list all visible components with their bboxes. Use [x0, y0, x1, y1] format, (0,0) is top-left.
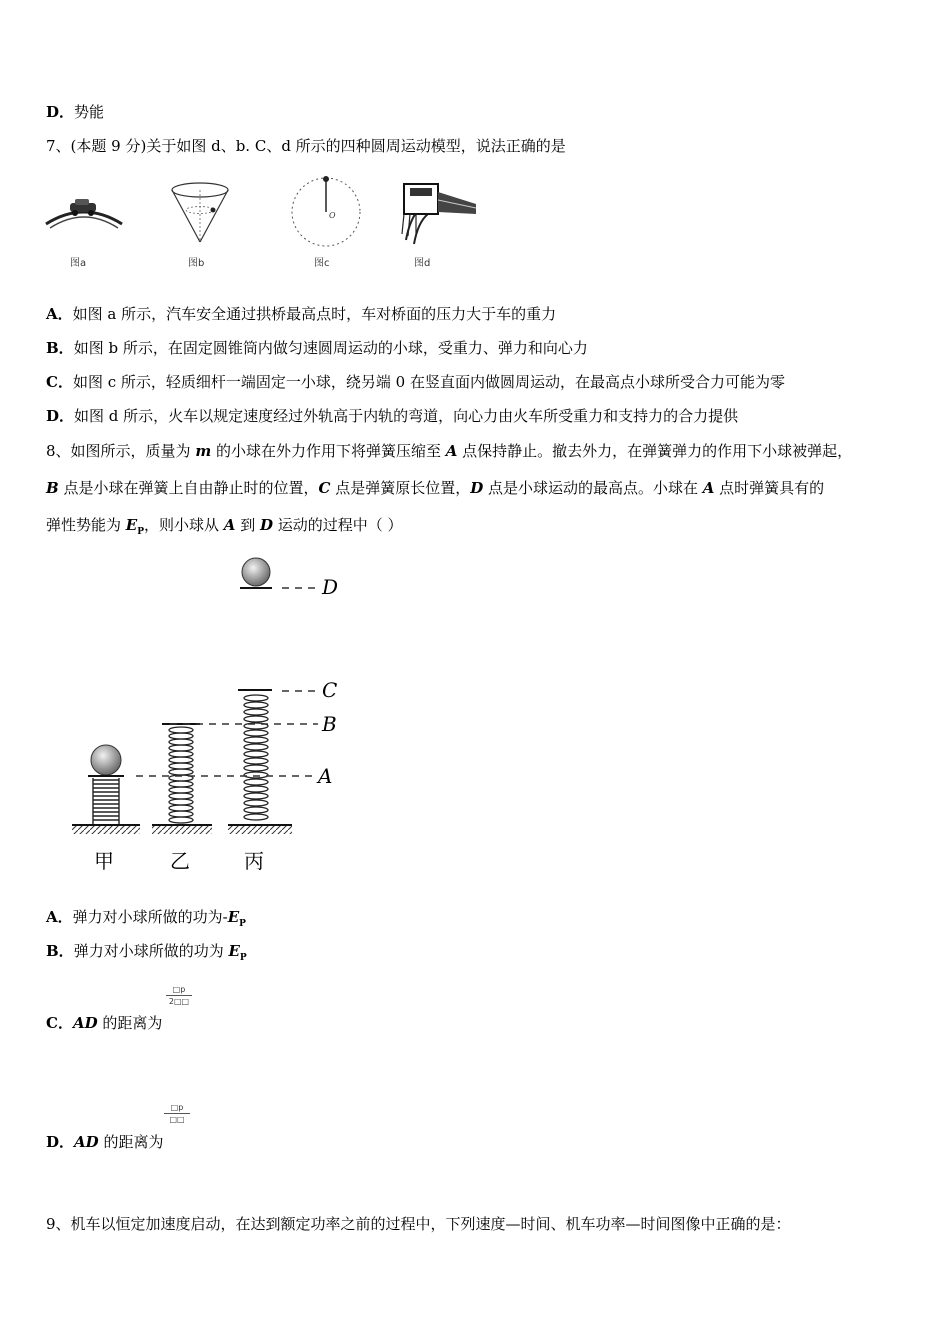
question-text: 机车以恒定加速度启动，在达到额定功率之前的过程中，下列速度—时间、机车功率—时间图像中正确的是： — [70, 1215, 791, 1233]
q7-stem — [46, 136, 566, 156]
option-label: A． — [46, 305, 73, 323]
label-d: D — [322, 575, 339, 599]
figure-c-caption: 图c — [314, 258, 330, 269]
option-label: C． — [46, 1014, 73, 1032]
text: 运动的过程中（ ） — [272, 516, 403, 534]
figure-c-rod-circle — [288, 174, 364, 250]
spring-figure — [60, 548, 360, 868]
var-ep-sub: P — [239, 953, 247, 963]
option-c-fraction — [164, 985, 194, 1006]
option-text: 势能 — [74, 103, 105, 121]
label-yi: 乙 — [170, 849, 190, 873]
option-text: 如图 a 所示，汽车安全通过拱桥最高点时，车对桥面的压力大于车的重力 — [72, 305, 557, 323]
option-label: D． — [46, 1133, 75, 1151]
text: 点是小球在弹簧上自由静止时的位置， — [58, 479, 319, 497]
q8-option-c — [46, 1013, 162, 1033]
fraction-numerator: □p — [170, 1103, 184, 1112]
var-ep: E — [125, 516, 138, 534]
option-label: B． — [46, 942, 74, 960]
fraction-bar — [164, 1113, 190, 1114]
var-ep-sub: P — [239, 919, 246, 929]
figure-a-caption: 图a — [70, 258, 87, 269]
var-ep: E — [227, 908, 240, 926]
option-label: A． — [46, 908, 73, 926]
figure-d-caption: 图d — [414, 258, 431, 269]
var-a: A — [702, 479, 715, 497]
text: 弹性势能为 — [46, 516, 126, 534]
label-a: A — [318, 764, 333, 788]
option-text: 的距离为 — [97, 1014, 163, 1032]
question-number: 9、 — [46, 1215, 71, 1233]
var-ad: AD — [72, 1014, 98, 1032]
q8-stem-line1 — [46, 441, 852, 461]
var-ad: AD — [74, 1133, 99, 1151]
text: ，则小球从 — [144, 516, 224, 534]
var-d: D — [470, 479, 484, 497]
q7-option-a — [46, 304, 556, 324]
fraction-denominator: □□ — [169, 1115, 185, 1124]
ball-at-d — [240, 558, 272, 588]
q6-option-d — [46, 102, 104, 122]
text: 点保持静止。撤去外力，在弹簧弹力的作用下小球被弹起， — [457, 442, 853, 460]
figure-b-caption: 图b — [188, 258, 205, 269]
fraction-numerator: □p — [172, 985, 186, 994]
text: 如图所示，质量为 — [70, 442, 196, 460]
text: 点时弹簧具有的 — [714, 479, 825, 497]
q7-option-b — [46, 338, 588, 358]
spring-bing — [228, 690, 292, 834]
spring-jia — [72, 745, 140, 834]
text: 点是弹簧原长位置， — [330, 479, 471, 497]
option-text: 如图 d 所示，火车以规定速度经过外轨高于内轨的弯道，向心力由火车所受重力和支持力的合力提供 — [74, 407, 739, 425]
q8-option-b — [46, 941, 247, 968]
option-label: B． — [46, 339, 74, 357]
q8-stem-line3 — [46, 515, 403, 542]
var-c: C — [318, 479, 331, 497]
option-d-fraction — [162, 1103, 192, 1124]
label-b: B — [322, 712, 337, 736]
q7-option-c — [46, 372, 785, 392]
option-text: 的距离为 — [98, 1133, 164, 1151]
option-text: 弹力对小球所做的功为 — [73, 942, 229, 960]
fraction-denominator: 2□□ — [168, 997, 190, 1006]
var-b: B — [46, 479, 59, 497]
q8-stem-line2 — [46, 478, 824, 498]
var-ep: E — [228, 942, 240, 960]
text: 的小球在外力作用下将弹簧压缩至 — [211, 442, 446, 460]
q8-option-d — [46, 1132, 163, 1152]
svg-text:O: O — [329, 211, 336, 220]
question-number: 8、 — [46, 442, 71, 460]
label-bing: 丙 — [244, 849, 264, 873]
var-d: D — [259, 516, 273, 534]
var-a: A — [223, 516, 236, 534]
figure-d-train — [400, 178, 482, 250]
label-c: C — [322, 678, 338, 702]
option-text: 如图 b 所示，在固定圆锥筒内做匀速圆周运动的小球，受重力、弹力和向心力 — [73, 339, 588, 357]
option-text: 如图 c 所示，轻质细杆一端固定一小球，绕另端 0 在竖直面内做圆周运动，在最高点小球所受合力可能为零 — [72, 373, 785, 391]
option-label: C． — [46, 373, 73, 391]
question-text: (本题 9 分)关于如图 d、b. C、d 所示的四种圆周运动模型，说法正确的是 — [70, 137, 566, 155]
var-a: A — [445, 442, 458, 460]
fraction-bar — [166, 995, 192, 996]
figure-a-bridge-car — [44, 196, 128, 236]
q8-option-a — [46, 907, 246, 934]
option-label: D． — [46, 103, 75, 121]
q7-option-d — [46, 406, 738, 426]
var-ep-sub: P — [137, 527, 144, 537]
text: 点是小球运动的最高点。小球在 — [483, 479, 703, 497]
question-number: 7、 — [46, 137, 71, 155]
q9-stem — [46, 1214, 791, 1234]
option-text: 弹力对小球所做的功为- — [72, 908, 228, 926]
spring-yi — [152, 724, 212, 834]
text: 到 — [235, 516, 260, 534]
var-m: m — [195, 442, 212, 460]
figure-b-cone — [168, 180, 232, 246]
label-jia: 甲 — [94, 849, 114, 873]
option-label: D． — [46, 407, 75, 425]
